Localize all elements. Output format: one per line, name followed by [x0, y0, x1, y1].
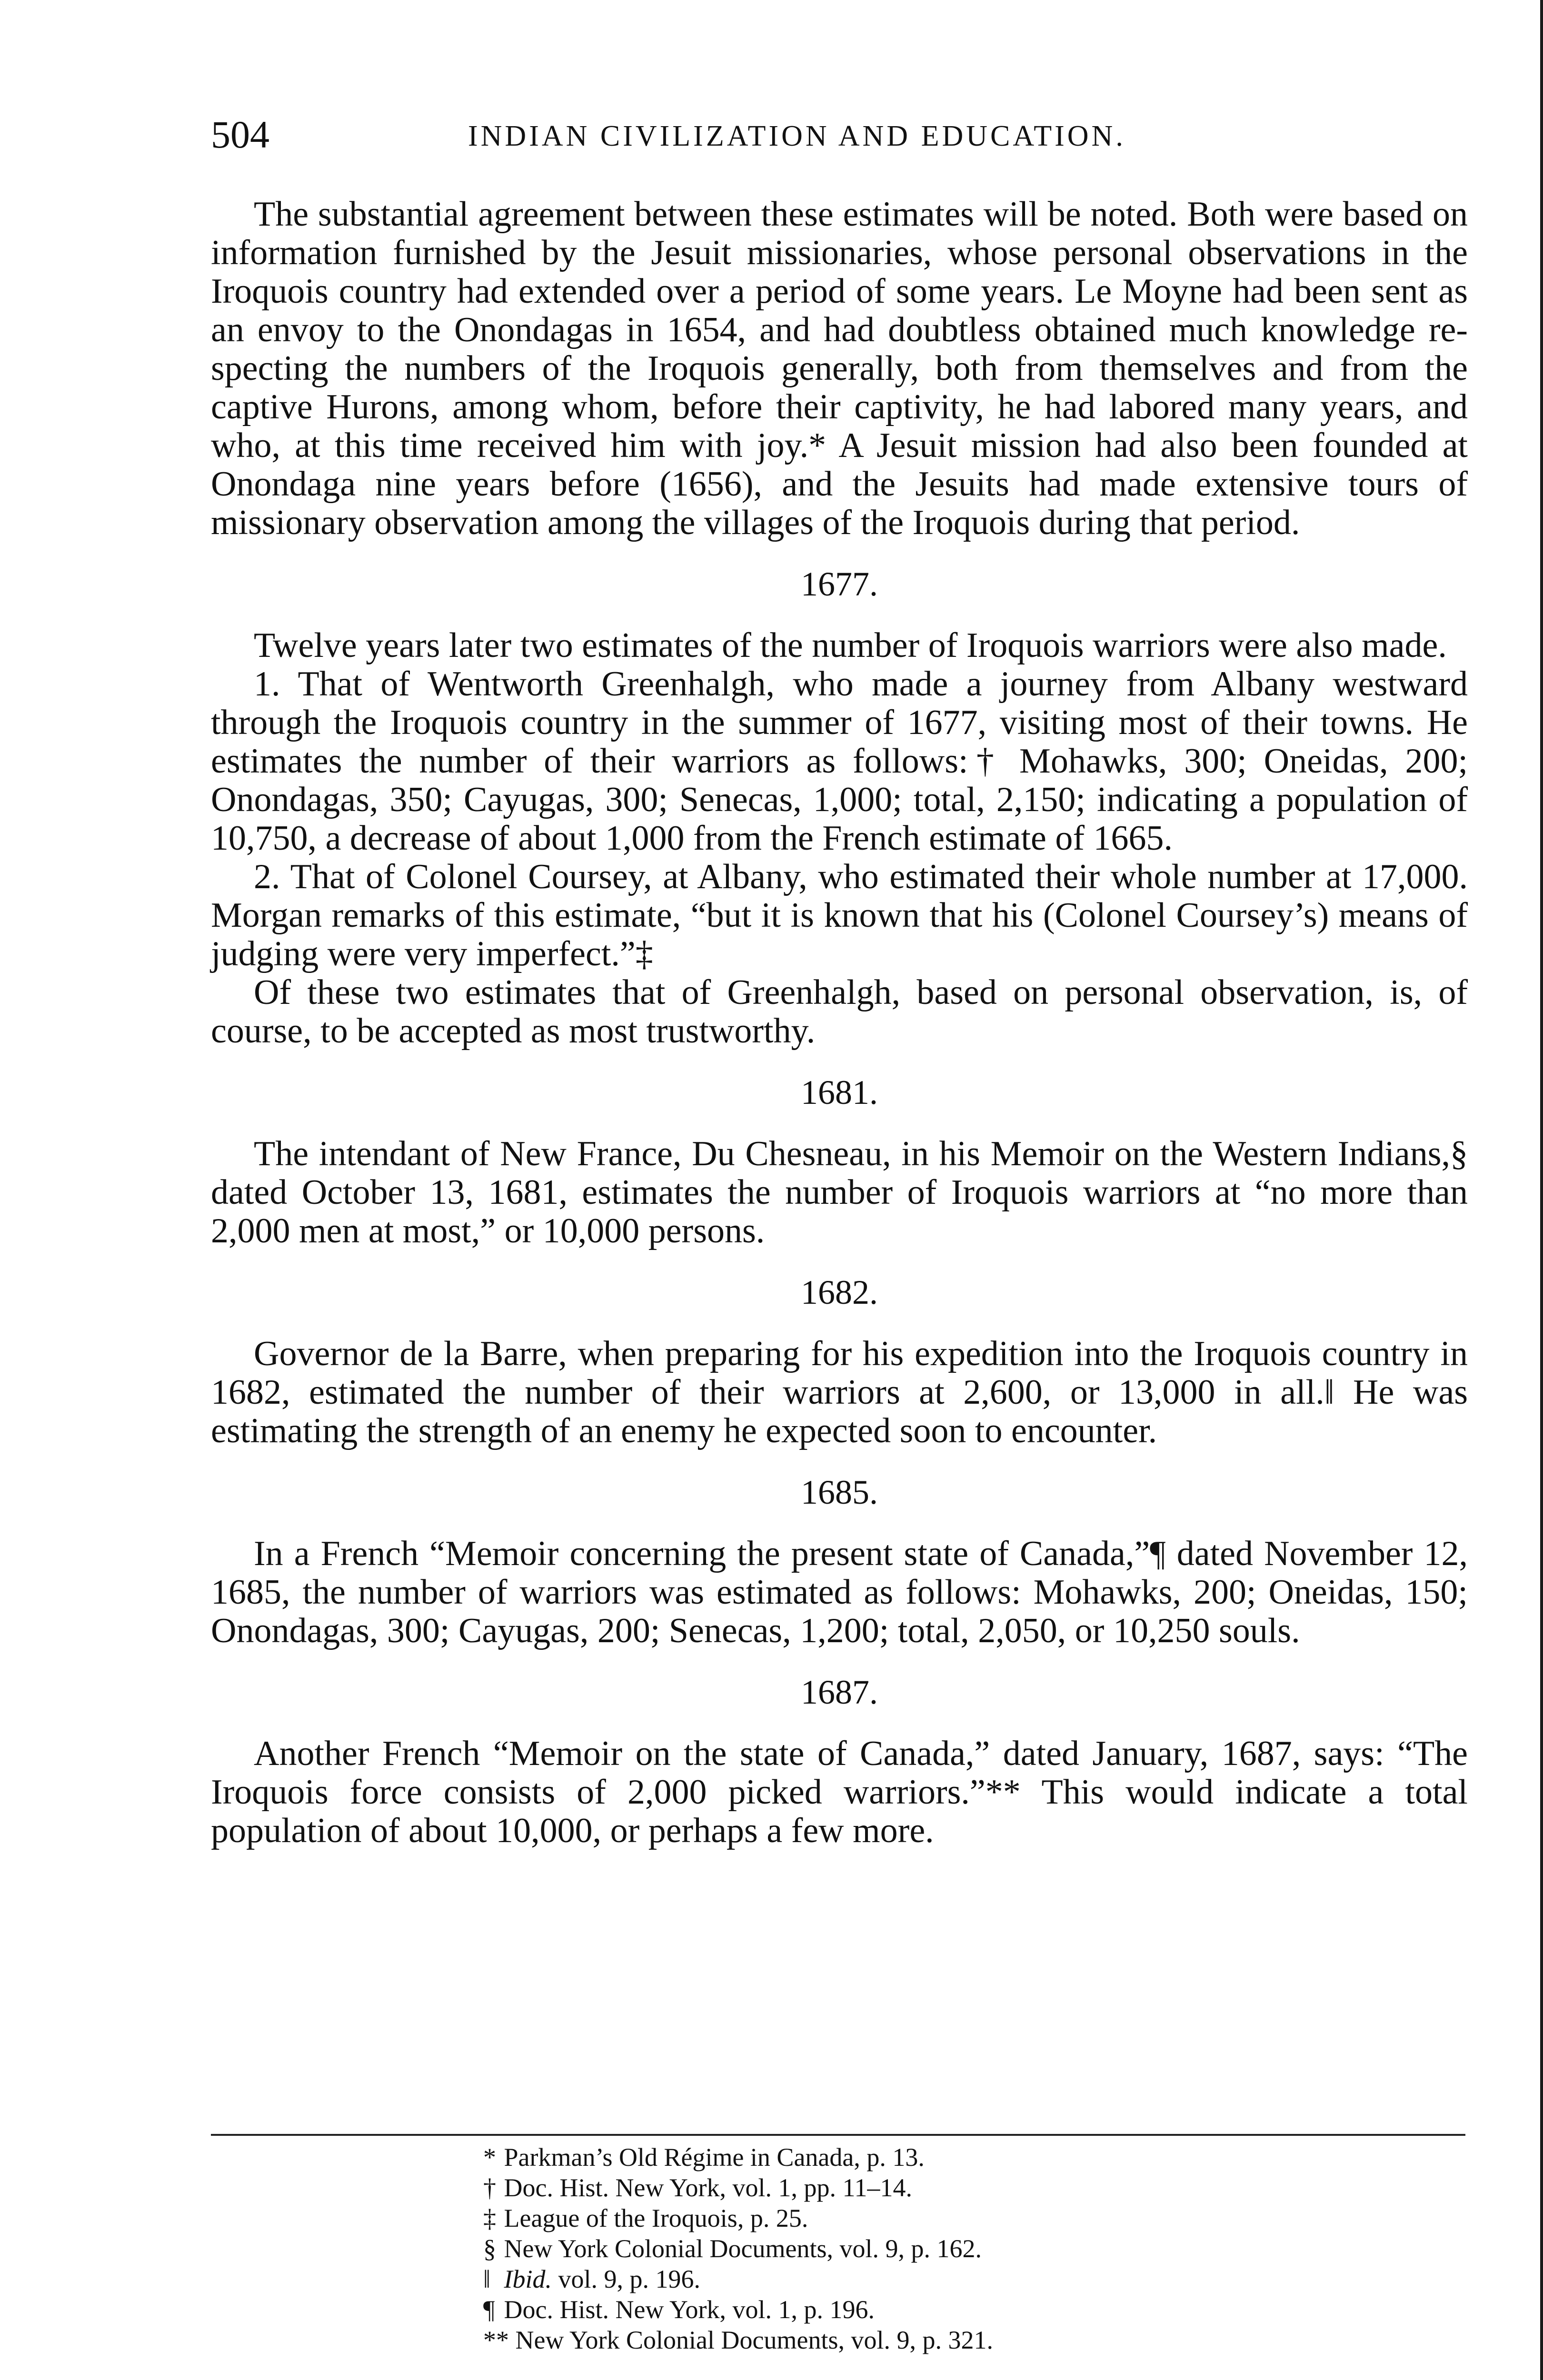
year-heading: 1687. [801, 1673, 878, 1711]
paragraph: Of these two estimates that of Greenhalgh, based on personal observation, is, of course, to be accepted as most trustworthy. [211, 973, 1468, 1051]
section-1677 [211, 565, 1468, 1051]
year-heading: 1685. [801, 1473, 878, 1511]
footnote-text: League of the Iroquois, p. 25. [504, 2204, 808, 2232]
year-heading: 1682. [801, 1273, 878, 1311]
footnote-mark: ** [483, 2326, 509, 2354]
footnote-text: Doc. Hist. New York, vol. 1, p. 196. [504, 2295, 875, 2324]
paragraph: Another French “Memoir on the state of Canada,” dated January, 1687, says: “The Iroquois force consists of 2,000 picked warriors.”** This would indicate a total population of about 10,000, or perhaps a few more. [211, 1734, 1468, 1850]
footnote [483, 2264, 1388, 2294]
section-1685 [211, 1473, 1468, 1650]
footnote-mark: † [483, 2173, 496, 2202]
section-1681 [211, 1073, 1468, 1250]
footnote-mark: ¶ [483, 2295, 495, 2324]
footnote [483, 2294, 1388, 2325]
footnote-text: vol. 9, p. 196. [552, 2265, 701, 2293]
footnote-text: Parkman’s Old Régime in Canada, p. 13. [504, 2143, 925, 2172]
section-intro [211, 195, 1468, 542]
footnote-text: New York Colonial Documents, vol. 9, p. 162. [504, 2234, 982, 2263]
body-text [211, 195, 1468, 1850]
footnote [483, 2172, 1388, 2203]
footnote-mark: ‡ [483, 2204, 496, 2232]
paragraph: Twelve years later two estimates of the number of Iroquois warriors were also made. [254, 626, 1447, 665]
footnote-mark: § [483, 2234, 496, 2263]
footnote-rule [211, 2134, 1465, 2136]
paragraph: The substantial agreement between these estimates will be noted. Both were based on information furnished by the Jesuit missionaries, whose personal observations in the Iroquois country had extended over a period of some years. Le Moyne had been sent as an envoy to the Onondagas in 1654, and had doubtless obtained much knowledge respecting the numbers of the Iroquois generally, both from themselves and from the captive Hurons, among whom, before their captivity, he had labored many years, and who, at this time received him with joy.* A Jesuit mission had also been founded at Onondaga nine years before (1656), and the Jesuits had made extensive tours of missionary observation among the villages of the Iroquois during that period. [211, 195, 1468, 542]
footnote-italic: Ibid. [504, 2265, 552, 2293]
paragraph: The intendant of New France, Du Chesneau, in his Memoir on the Western Indians,§ dated October 13, 1681, estimates the number of Iroquois warriors at “no more than 2,000 men at most,” or 10,000 persons. [211, 1134, 1468, 1250]
footnote [483, 2142, 1388, 2172]
paragraph: 2. That of Colonel Coursey, at Albany, who estimated their whole number at 17,000. Morgan remarks of this estimate, “but it is known that his (Colonel Coursey’s) means of judging were very imperfect.”‡ [211, 857, 1468, 973]
footnote-mark: * [483, 2143, 496, 2172]
scan-edge-right [1540, 0, 1543, 2380]
page-number: 504 [211, 113, 269, 156]
year-heading: 1681. [801, 1073, 878, 1111]
section-1682 [211, 1273, 1468, 1450]
paragraph: 1. That of Wentworth Greenhalgh, who made a journey from Albany westward through the Iroquois country in the summer of 1677, visiting most of their towns. He estimates the number of their warriors as follows:† Mohawks, 300; Oneidas, 200; Onondagas, 350; Cayugas, 300; Senecas, 1,000; total, 2,150; indicating a population of 10,750, a decrease of about 1,000 from the French estimate of 1665. [211, 664, 1468, 858]
footnote [483, 2203, 1388, 2233]
paragraph: Governor de la Barre, when preparing for his expedition into the Iroquois country in 1682, estimated the number of their warriors at 2,600, or 13,000 in all.‖ He was estimating the strength of an enemy he expected soon to encounter. [211, 1334, 1468, 1450]
year-heading: 1677. [801, 565, 878, 603]
paragraph: In a French “Memoir concerning the present state of Canada,”¶ dated November 12, 1685, the number of warriors was estimated as follows: Mohawks, 200; Oneidas, 150; Onondagas, 300; Cayugas, 200; Senecas, 1,200; total, 2,050, or 10,250 souls. [211, 1534, 1468, 1650]
section-1687 [211, 1673, 1468, 1850]
footnote-text: New York Colonial Documents, vol. 9, p. 321. [515, 2326, 993, 2354]
footnote-mark: ‖ [483, 2265, 491, 2293]
book-title: INDIAN CIVILIZATION AND EDUCATION. [468, 120, 1126, 152]
footnote [483, 2325, 1388, 2355]
footnote-text: Doc. Hist. New York, vol. 1, pp. 11–14. [504, 2173, 913, 2202]
running-head [211, 109, 1465, 161]
footnotes [483, 2142, 1388, 2355]
footnote [483, 2233, 1388, 2264]
